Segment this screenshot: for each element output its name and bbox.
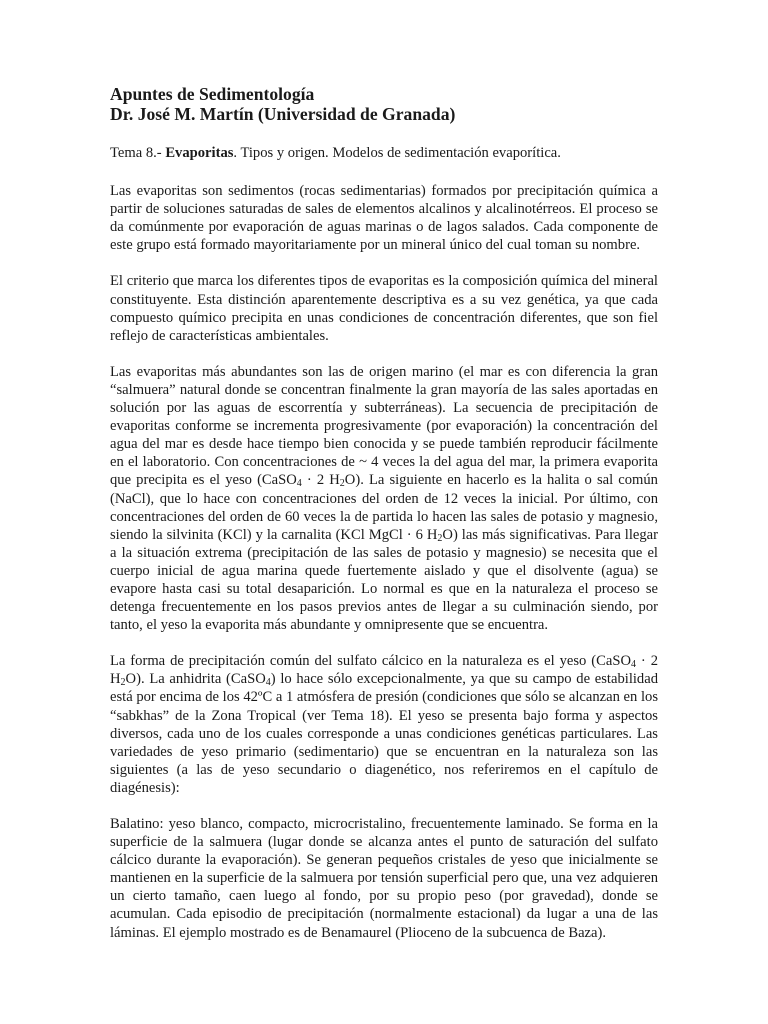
document-page [110,84,658,960]
text-segment: O). La anhidrita (CaSO [125,671,266,688]
topic-rest: . Tipos y origen. Modelos de sedimentación evaporítica. [233,145,561,161]
paragraph-gypsum-forms [110,652,658,797]
text-segment: O) las más significativas. Para llegar a la situación extrema (precipitación de las sales de potasio y magnesio) se necesita que el cuerpo inicial de agua marina quede fuertemente aislado y que el disolvente (agua) se evapore hasta casi su total desaparición. Lo normal es que en la naturaleza el proceso se detenga frecuentemente en los pasos previos antes de llegar a su culminación siendo, por tanto, el yeso la evaporita más abundante y omnipresente que se encuentra. [110,526,658,634]
text-segment: La forma de precipitación común del sulfato cálcico en la naturaleza es el yeso (CaSO [110,653,631,670]
document-author: Dr. José M. Martín (Universidad de Granada) [110,104,456,124]
topic-heading [110,144,658,162]
subscript: 4 [265,677,271,689]
text-segment: O). La siguiente en hacerlo es la halita o sal común (NaCl), que lo hace con concentraciones del orden de 12 veces la inicial. Por último, con concentraciones del orden de 60 veces la de partida lo hacen las sales de potasio y magnesio, siendo la silvinita (KCl) y la carnalita (KCl MgCl · 6 H [110,472,658,543]
text-segment: ) lo hace sólo excepcionalmente, ya que su campo de estabilidad está por encima de los 42ºC a 1 atmósfera de presión (condiciones que sólo se alcanzan en los “sabkhas” de la Zona Tropical (ver Tema 18). El yeso se presenta bajo forma y aspectos diversos, cada uno de los cuales corresponde a unas condiciones genéticas particulares. Las variedades de yeso primario (sedimentario) que se encuentran en la naturaleza son las siguientes (a las de yeso secundario o diagenético, nos referiremos en el capítulo de diagénesis): [110,671,658,796]
subscript: 4 [631,659,636,671]
paragraph-definition: Las evaporitas son sedimentos (rocas sedimentarias) formados por precipitación química a partir de soluciones saturadas de sales de elementos alcalinos y alcalinotérreos. El proceso se da comúnmente por evaporación de aguas marinas o de lagos salados. Cada componente de este grupo está formado mayoritariamente por un mineral único del cual toman su nombre. [110,183,658,254]
paragraph-marine-evaporites [110,363,658,634]
text-segment: · 2 H [301,472,340,489]
text-segment: · 2 H [110,653,658,688]
subscript: 2 [339,478,345,490]
paragraph-balatino: Balatino: yeso blanco, compacto, microcristalino, frecuentemente laminado. Se forma en la superficie de la salmuera (lugar donde se alcanza antes el punto de saturación del sulfato cálcico durante la evaporación). Se generan pequeños cristales de yeso que inicialmente se mantienen en la superficie de la salmuera por tensión superficial pero que, una vez adquieren un cierto tamaño, caen luego al fondo, por su propio peso (por gravedad), donde se acumulan. Cada episodio de precipitación (normalmente estacional) da lugar a una de las láminas. El ejemplo mostrado es de Benamaurel (Plioceno de la subcuenca de Baza). [110,816,658,941]
paragraph-criteria: El criterio que marca los diferentes tipos de evaporitas es la composición química del mineral constituyente. Esta distinción aparentemente descriptiva es a su vez genética, ya que cada compuesto químico precipita en unas condiciones de concentración diferentes, que son fiel reflejo de características ambientales. [110,273,658,344]
document-header [110,84,658,124]
document-title: Apuntes de Sedimentología [110,84,315,104]
subscript: 4 [296,478,302,490]
subscript: 2 [437,532,443,544]
text-segment: Las evaporitas más abundantes son las de origen marino (el mar es con diferencia la gran “salmuera” natural donde se concentran finalmente la gran mayoría de las sales aportadas en solución por las aguas de escorrentía y subterráneas). La secuencia de precipitación de evaporitas conforme se incrementa progresivamente (por evaporación) la concentración del agua del mar es desde hace tiempo bien conocida y se puede también reproducir fácilmente en el laboratorio. Con concentraciones de ~ 4 veces la del agua del mar, la primera evaporita que precipita es el yeso (CaSO [110,363,658,489]
subscript: 2 [120,677,126,689]
topic-keyword: Evaporitas [165,145,234,161]
topic-prefix: Tema 8.- [110,145,166,161]
